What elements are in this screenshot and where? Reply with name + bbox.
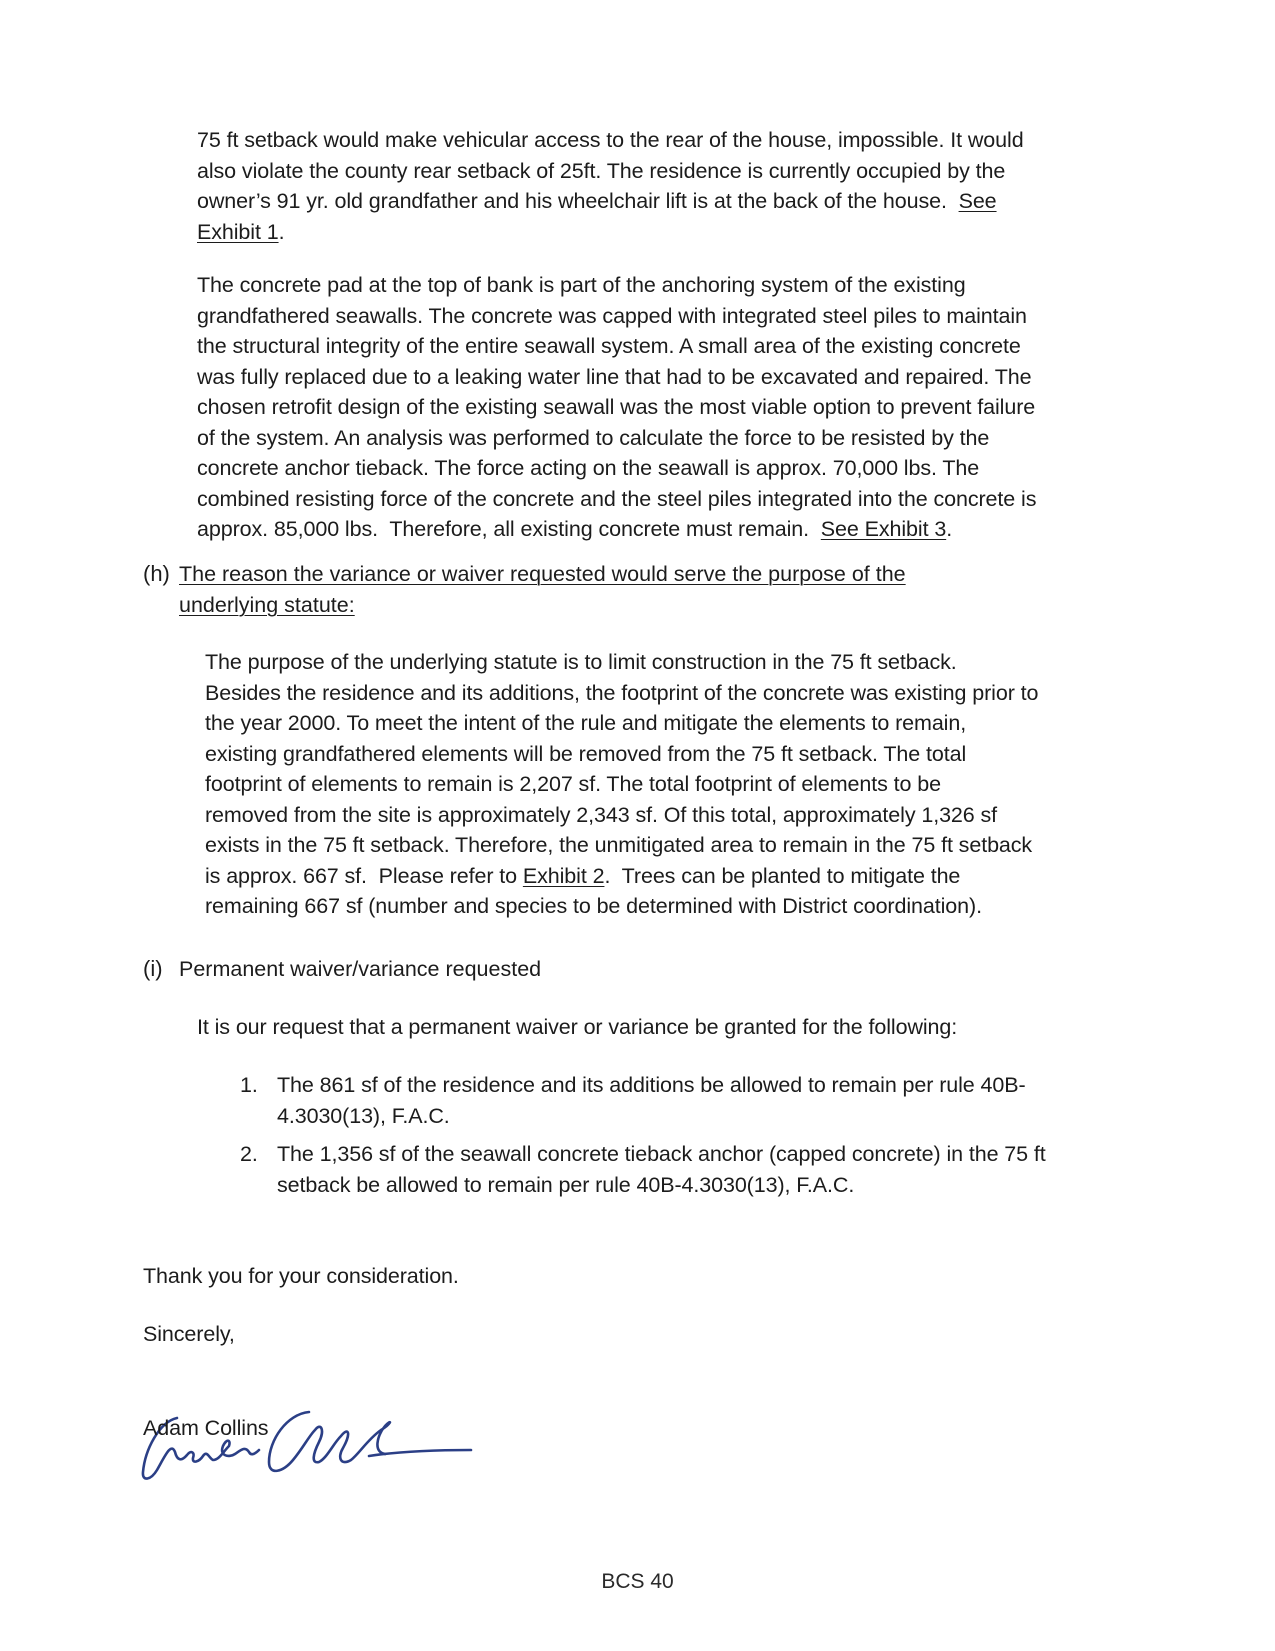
intro-line-1: 75 ft setback would make vehicular access to the rear of the house, impossible. It would: [197, 128, 1024, 152]
section-h-heading-line-2: underlying statute:: [179, 592, 355, 617]
section-h-heading-line-1: The reason the variance or waiver requested would serve the purpose of the: [179, 562, 906, 586]
signature-stroke: [269, 1412, 390, 1471]
intro-line-3: owner’s 91 yr. old grandfather and his wheelchair lift is at the back of the house.: [197, 189, 959, 213]
concrete-line-6: of the system. An analysis was performed to calculate the force to be resisted by the: [197, 425, 990, 450]
closing-sincerely: Sincerely,: [143, 1322, 235, 1346]
see-exhibit-3-link[interactable]: See Exhibit 3: [820, 517, 947, 541]
concrete-last-line: approx. 85,000 lbs. Therefore, all existing concrete must remain.: [197, 517, 821, 541]
concrete-line-5: chosen retrofit design of the existing seawall was the most viable option to prevent failure: [197, 395, 1036, 419]
section-i-heading: Permanent waiver/variance requested: [179, 957, 542, 981]
list-item: [240, 1070, 1120, 1131]
concrete-line-1: The concrete pad at the top of bank is part of the anchoring system of the existing: [197, 273, 966, 297]
section-i-request: It is our request that a permanent waiver or variance be granted for the following:: [197, 1015, 958, 1039]
section-h-line-7: exists in the 75 ft setback. Therefore, the unmitigated area to remain in the 75 ft setback: [205, 833, 1033, 857]
concrete-tail: .: [946, 517, 953, 541]
see-exhibit-1-link-part2[interactable]: Exhibit 1: [197, 219, 279, 244]
list-item: [240, 1139, 1120, 1200]
concrete-line-8: combined resisting force of the concrete and the steel piles integrated into the concrete is: [197, 486, 1037, 511]
see-exhibit-1-link-part1[interactable]: See: [958, 189, 997, 213]
section-h-heading: [179, 559, 906, 620]
intro-line-2: also violate the county rear setback of 25ft. The residence is currently occupied by the: [197, 158, 1006, 183]
list-item-number: 1.: [240, 1073, 258, 1097]
list-item-2-line-1: The 1,356 sf of the seawall concrete tieback anchor (capped concrete) in the 75 ft: [277, 1142, 1046, 1166]
request-list: [240, 1070, 1120, 1208]
list-item-1-line-1: The 861 sf of the residence and its additions be allowed to remain per rule 40B-: [277, 1073, 1026, 1097]
section-h-label: (h): [143, 561, 170, 586]
section-h-line-3: the year 2000. To meet the intent of the rule and mitigate the elements to remain,: [205, 711, 967, 735]
list-item-2-line-2: setback be allowed to remain per rule 40B-4.3030(13), F.A.C.: [277, 1172, 855, 1197]
section-h-line-5: footprint of elements to remain is 2,207 sf. The total footprint of elements to be: [205, 772, 941, 796]
list-item-1-line-2: 4.3030(13), F.A.C.: [277, 1103, 450, 1128]
intro-tail: .: [278, 219, 285, 244]
closing-thanks: Thank you for your consideration.: [143, 1264, 459, 1288]
concrete-line-4: was fully replaced due to a leaking water line that had to be excavated and repaired. The: [197, 364, 1032, 389]
section-i-label: (i): [143, 956, 163, 981]
list-item-number: 2.: [240, 1142, 258, 1166]
section-h-ref-pre: is approx. 667 sf. Please refer to: [205, 863, 523, 888]
section-h-line-2: Besides the residence and its additions, the footprint of the concrete was existing prior to: [205, 680, 1039, 705]
section-h-line-1: The purpose of the underlying statute is to limit construction in the 75 ft setback.: [205, 650, 957, 674]
section-h-line-6: removed from the site is approximately 2,343 sf. Of this total, approximately 1,326 sf: [205, 802, 998, 827]
section-h-line-4: existing grandfathered elements will be removed from the 75 ft setback. The total: [205, 741, 967, 766]
concrete-line-3: the structural integrity of the entire seawall system. A small area of the existing concrete: [197, 334, 1021, 358]
intro-paragraph: [197, 125, 1024, 247]
page-code: BCS 40: [601, 1570, 674, 1593]
section-h-last-line: remaining 667 sf (number and species to be determined with District coordination).: [205, 894, 982, 918]
section-h-ref-post: . Trees can be planted to mitigate the: [604, 863, 961, 888]
concrete-paragraph: [197, 270, 1036, 545]
signature-stroke: [369, 1450, 471, 1456]
section-h-paragraph: [205, 647, 1038, 922]
exhibit-2-link[interactable]: Exhibit 2: [522, 863, 605, 888]
concrete-line-7: concrete anchor tieback. The force acting on the seawall is approx. 70,000 lbs. The: [197, 456, 980, 480]
signer-name: Adam Collins: [143, 1416, 269, 1440]
concrete-line-2: grandfathered seawalls. The concrete was capped with integrated steel piles to maintain: [197, 303, 1027, 328]
